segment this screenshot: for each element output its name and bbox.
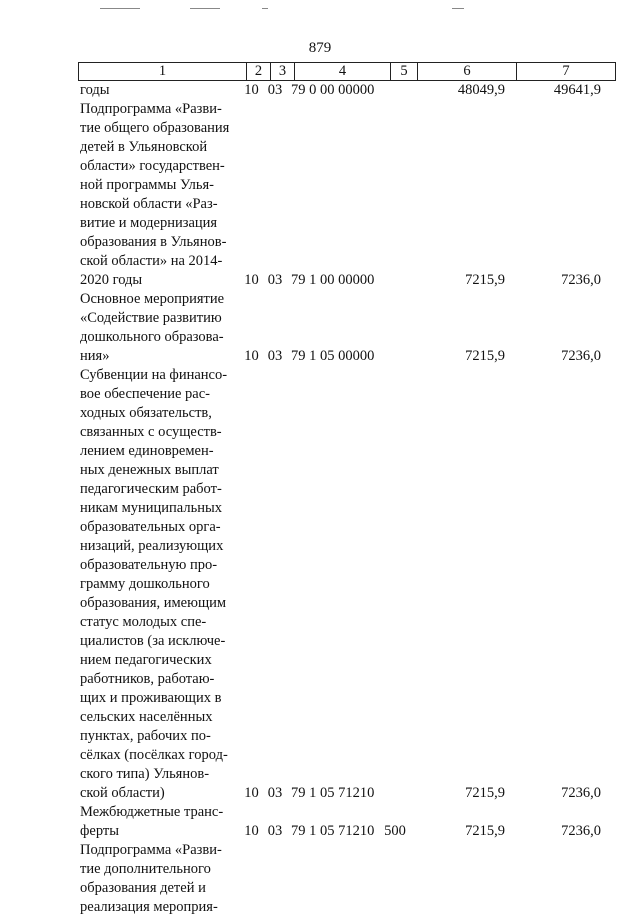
row-description	[80, 841, 240, 917]
column-header-table	[78, 62, 616, 81]
table-row	[80, 841, 620, 917]
description-line: связанных с осуществ-	[80, 424, 222, 440]
description-line: низаций, реализующих	[80, 538, 224, 554]
expense-type-code	[383, 784, 407, 803]
description-line: работников, работаю-	[80, 671, 215, 687]
row-description	[80, 803, 240, 841]
description-line: образования, имеющим	[80, 595, 227, 611]
target-article-code: 79 0 00 00000	[291, 82, 375, 98]
subsection-code: 03	[267, 785, 283, 801]
column-header-2: 2	[247, 63, 271, 81]
amount-year-2: 7236,0	[561, 823, 601, 839]
description-line: детей в Ульяновской	[80, 139, 208, 155]
row-values	[240, 271, 601, 290]
description-line: пунктах, рабочих по-	[80, 728, 211, 744]
description-line: лением единовремен-	[80, 443, 214, 459]
amount-year-2: 7236,0	[561, 785, 601, 801]
table-row	[80, 100, 620, 290]
row-description	[80, 81, 240, 100]
description-line: новской области «Раз-	[80, 196, 218, 212]
description-line: ных денежных выплат	[80, 462, 219, 478]
description-line: вое обеспечение рас-	[80, 386, 210, 402]
scan-artifact	[452, 8, 464, 9]
description-line: образовательную про-	[80, 557, 218, 573]
subsection-code: 03	[267, 272, 283, 288]
expense-type-code	[383, 271, 407, 290]
row-description	[80, 100, 240, 290]
description-line: дошкольного образова-	[80, 329, 224, 345]
section-code: 10	[244, 272, 259, 288]
description-line: статус молодых спе-	[80, 614, 207, 630]
target-article-code: 79 1 05 71210	[291, 823, 375, 839]
expense-type-code	[383, 81, 407, 100]
description-line: щих и проживающих в	[80, 690, 222, 706]
description-line: Субвенции на финансо-	[80, 367, 228, 383]
description-line: Подпрограмма «Разви-	[80, 842, 222, 858]
description-line: ской области)	[80, 785, 165, 801]
description-line: реализация мероприя-	[80, 899, 218, 915]
amount-year-1: 7215,9	[465, 272, 505, 288]
row-values	[240, 822, 601, 841]
amount-year-2: 7236,0	[561, 348, 601, 364]
page-number: 879	[308, 40, 332, 56]
table-row	[80, 81, 620, 100]
column-header-4: 4	[295, 63, 391, 81]
column-header-row	[79, 63, 616, 81]
amount-year-1: 48049,9	[457, 82, 505, 98]
row-values	[240, 784, 601, 803]
section-code: 10	[244, 348, 259, 364]
description-line: сёлках (посёлках город-	[80, 747, 228, 763]
subsection-code: 03	[267, 823, 283, 839]
amount-year-1: 7215,9	[465, 785, 505, 801]
target-article-code: 79 1 05 00000	[291, 348, 375, 364]
description-line: образования в Ульянов-	[80, 234, 227, 250]
description-line: Основное мероприятие	[80, 291, 225, 307]
amount-year-1: 7215,9	[465, 823, 505, 839]
row-description	[80, 366, 240, 803]
description-line: циалистов (за исключе-	[80, 633, 226, 649]
description-line: годы	[80, 82, 110, 98]
expense-type-code	[383, 347, 407, 366]
description-line: витие и модернизация	[80, 215, 218, 231]
description-line: области» государствен-	[80, 158, 225, 174]
description-line: «Содействие развитию	[80, 310, 222, 326]
column-header-5: 5	[391, 63, 418, 81]
description-line: ферты	[80, 823, 119, 839]
description-line: ской области» на 2014-	[80, 253, 223, 269]
table-row	[80, 803, 620, 841]
description-line: тие общего образования	[80, 120, 230, 136]
scan-artifact	[100, 8, 140, 9]
table-row	[80, 290, 620, 366]
amount-year-2: 7236,0	[561, 272, 601, 288]
description-line: ходных обязательств,	[80, 405, 212, 421]
row-values	[240, 81, 601, 100]
description-line: тие дополнительного	[80, 861, 211, 877]
description-line: ского типа) Ульянов-	[80, 766, 210, 782]
description-line: Межбюджетные транс-	[80, 804, 224, 820]
description-line: образовательных орга-	[80, 519, 221, 535]
description-line: нием педагогических	[80, 652, 212, 668]
column-header-3: 3	[271, 63, 295, 81]
section-code: 10	[244, 785, 259, 801]
subsection-code: 03	[267, 348, 283, 364]
budget-table-body	[80, 81, 620, 917]
description-line: грамму дошкольного	[80, 576, 210, 592]
scan-artifact	[262, 8, 268, 9]
description-line: сельских населённых	[80, 709, 213, 725]
row-description	[80, 290, 240, 366]
amount-year-2: 49641,9	[553, 82, 601, 98]
description-line: 2020 годы	[80, 272, 143, 288]
section-code: 10	[244, 823, 259, 839]
amount-year-1: 7215,9	[465, 348, 505, 364]
scan-artifact	[190, 8, 220, 9]
description-line: педагогическим работ-	[80, 481, 222, 497]
column-header-7: 7	[517, 63, 616, 81]
section-code: 10	[244, 82, 259, 98]
column-header-6: 6	[418, 63, 517, 81]
description-line: ной программы Улья-	[80, 177, 214, 193]
description-line: ния»	[80, 348, 110, 364]
description-line: никам муниципальных	[80, 500, 222, 516]
column-header-1: 1	[79, 63, 247, 81]
row-values	[240, 347, 601, 366]
target-article-code: 79 1 00 00000	[291, 272, 375, 288]
target-article-code: 79 1 05 71210	[291, 785, 375, 801]
table-row	[80, 366, 620, 803]
subsection-code: 03	[267, 82, 283, 98]
description-line: образования детей и	[80, 880, 206, 896]
expense-type-code: 500	[384, 823, 406, 839]
description-line: Подпрограмма «Разви-	[80, 101, 222, 117]
